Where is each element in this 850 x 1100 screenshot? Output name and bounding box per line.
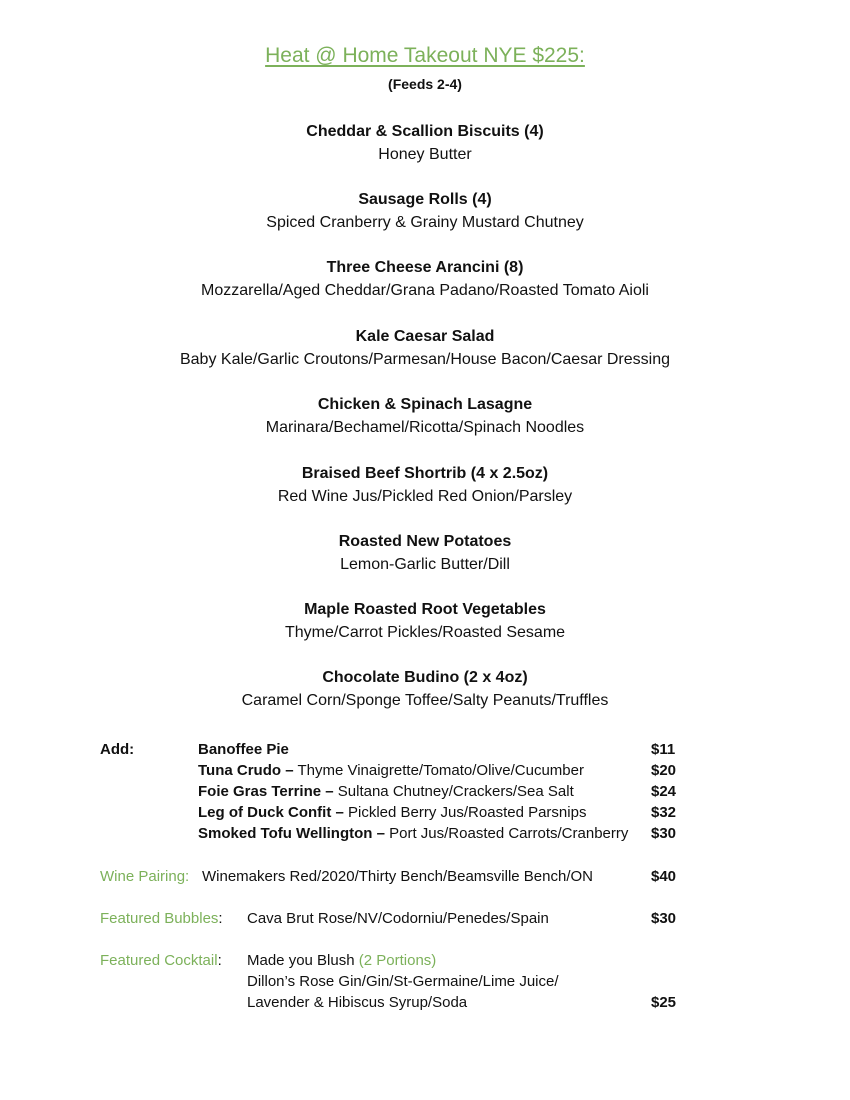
course-4 [0, 394, 850, 440]
addon-price: $30 [651, 825, 677, 842]
course-name: Chicken & Spinach Lasagne [317, 396, 533, 413]
wine-pairing-price: $40 [651, 868, 677, 885]
menu-subtitle: (Feeds 2-4) [388, 76, 462, 92]
cocktail-portions: (2 Portions) [358, 952, 437, 969]
course-name: Kale Caesar Salad [355, 328, 495, 345]
addon-name: Foie Gras Terrine – [198, 783, 334, 800]
course-name: Roasted New Potatoes [338, 533, 512, 550]
course-description: Marinara/Bechamel/Ricotta/Spinach Noodles [265, 419, 585, 436]
course-1 [0, 189, 850, 235]
addon-name: Tuna Crudo – [198, 762, 294, 779]
course-3 [0, 326, 850, 372]
addon-price: $20 [651, 762, 677, 779]
course-description: Caramel Corn/Sponge Toffee/Salty Peanuts/Truffles [241, 692, 609, 709]
menu-title: Heat @ Home Takeout NYE $225: [265, 44, 585, 67]
addon-row [198, 781, 574, 802]
featured-cocktail-line1 [247, 950, 436, 971]
course-6 [0, 531, 850, 577]
course-name: Maple Roasted Root Vegetables [304, 601, 546, 618]
featured-bubbles-label [100, 908, 223, 929]
featured-bubbles-price: $30 [651, 910, 677, 927]
featured-cocktail-label [100, 950, 222, 971]
course-name: Chocolate Budino (2 x 4oz) [322, 669, 528, 686]
course-2 [0, 257, 850, 303]
addon-row [198, 802, 586, 823]
course-name: Three Cheese Arancini (8) [326, 259, 524, 276]
featured-cocktail-line3: Lavender & Hibiscus Syrup/Soda [247, 994, 468, 1011]
addon-description: Sultana Chutney/Crackers/Sea Salt [333, 783, 574, 800]
addon-name: Smoked Tofu Wellington – [198, 825, 385, 842]
addon-price: $32 [651, 804, 677, 821]
featured-cocktail-price: $25 [651, 994, 677, 1011]
addon-price: $24 [651, 783, 677, 800]
addon-row [198, 739, 289, 760]
featured-cocktail-label-text: Featured Cocktail [100, 952, 218, 969]
addon-row [198, 760, 584, 781]
addon-name: Leg of Duck Confit – [198, 804, 344, 821]
course-name: Cheddar & Scallion Biscuits (4) [306, 123, 544, 140]
course-5 [0, 463, 850, 509]
course-description: Thyme/Carrot Pickles/Roasted Sesame [284, 624, 566, 641]
course-description: Baby Kale/Garlic Croutons/Parmesan/House Bacon/Caesar Dressing [179, 351, 670, 368]
course-7 [0, 599, 850, 645]
course-description: Mozzarella/Aged Cheddar/Grana Padano/Roasted Tomato Aioli [201, 282, 649, 299]
featured-cocktail-colon: : [217, 952, 222, 969]
addon-description: Thyme Vinaigrette/Tomato/Olive/Cucumber [293, 762, 584, 779]
wine-pairing-label: Wine Pairing: [100, 868, 190, 885]
course-description: Red Wine Jus/Pickled Red Onion/Parsley [277, 488, 573, 505]
course-description: Honey Butter [378, 146, 472, 163]
addon-row [198, 823, 628, 844]
addon-description: Port Jus/Roasted Carrots/Cranberry [384, 825, 629, 842]
featured-bubbles-colon: : [218, 910, 223, 927]
course-description: Spiced Cranberry & Grainy Mustard Chutney [266, 214, 584, 231]
addons-label: Add: [100, 741, 135, 758]
featured-cocktail-line2: Dillon’s Rose Gin/Gin/St-Germaine/Lime Juice/ [247, 973, 559, 990]
course-0 [0, 121, 850, 167]
featured-bubbles-label-text: Featured Bubbles [100, 910, 219, 927]
course-description: Lemon-Garlic Butter/Dill [340, 556, 510, 573]
addon-description: Pickled Berry Jus/Roasted Parsnips [343, 804, 587, 821]
cocktail-name: Made you Blush [247, 952, 355, 969]
course-8 [0, 667, 850, 713]
addon-price: $11 [651, 741, 676, 758]
course-name: Braised Beef Shortrib (4 x 2.5oz) [301, 465, 549, 482]
wine-pairing-text: Winemakers Red/2020/Thirty Bench/Beamsville Bench/ON [202, 868, 593, 885]
featured-bubbles-text: Cava Brut Rose/NV/Codorniu/Penedes/Spain [247, 910, 549, 927]
addon-name: Banoffee Pie [198, 741, 289, 758]
course-name: Sausage Rolls (4) [358, 191, 492, 208]
